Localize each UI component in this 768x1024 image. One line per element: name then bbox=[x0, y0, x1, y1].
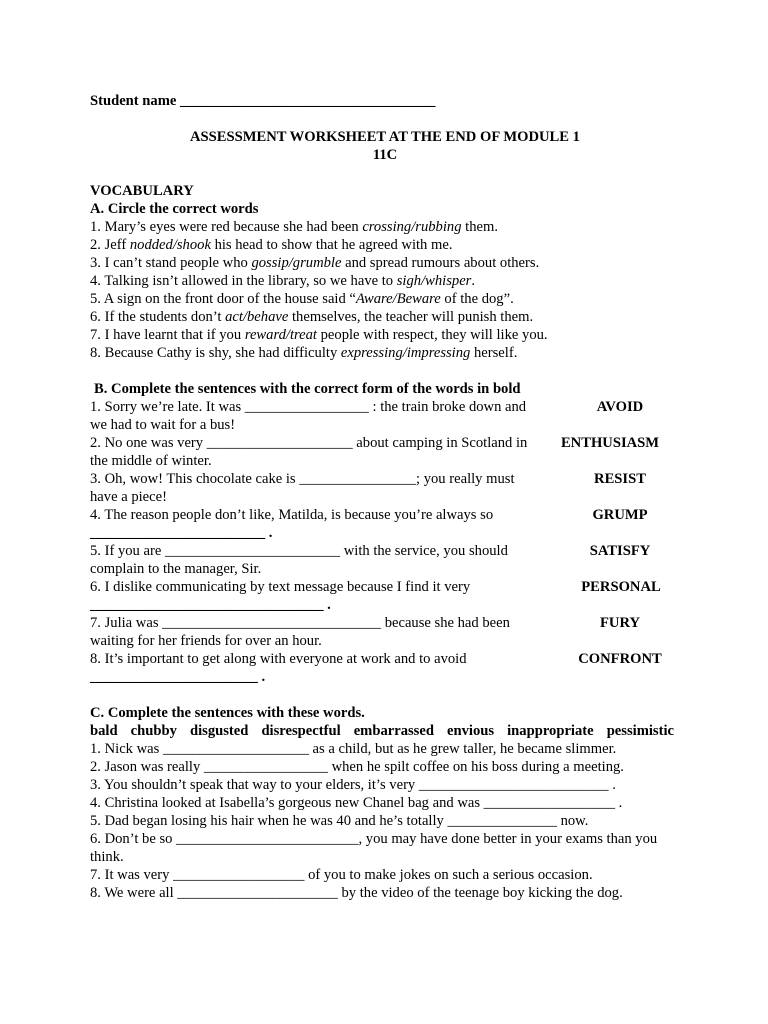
answer-blank: ________________________ . bbox=[90, 525, 273, 541]
question-line: 8. It’s important to get along with everyone at work and to avoid bbox=[90, 651, 467, 667]
section-b-item bbox=[90, 542, 680, 578]
section-c-item: 8. We were all ______________________ by the video of the teenage boy kicking the dog. bbox=[90, 885, 623, 901]
word-bank-item: envious bbox=[447, 723, 495, 739]
section-b-item bbox=[90, 434, 680, 470]
question-line: 6. I dislike communicating by text message because I find it very bbox=[90, 579, 471, 595]
section-c-item: 1. Nick was ____________________ as a child, but as he grew taller, he became slimmer. bbox=[90, 741, 617, 757]
word-bank-item: disgusted bbox=[189, 723, 249, 739]
word-bank-item: disrespectful bbox=[261, 723, 341, 739]
bold-word: GRUMP bbox=[592, 507, 648, 523]
section-a-item bbox=[90, 290, 680, 308]
word-choice: expressing/impressing bbox=[340, 345, 471, 361]
bold-word: SATISFY bbox=[589, 543, 651, 559]
question-line: 1. Sorry we’re late. It was _________________ : the train broke down and bbox=[90, 399, 527, 415]
section-c-item: 4. Christina looked at Isabella’s gorgeous new Chanel bag and was __________________ . bbox=[90, 795, 623, 811]
bold-word: RESIST bbox=[594, 471, 646, 487]
section-a-item bbox=[90, 254, 680, 272]
section-a-item bbox=[90, 326, 680, 344]
section-c-item: 3. You shouldn’t speak that way to your elders, it’s very __________________________ . bbox=[90, 777, 616, 793]
section-c-item: 5. Dad began losing his hair when he was 40 and he’s totally _______________ now. bbox=[90, 813, 589, 829]
section-c-item: 2. Jason was really _________________ when he spilt coffee on his boss during a meeting. bbox=[90, 759, 624, 775]
section-c-item: 6. Don’t be so _________________________, you may have done better in your exams than you bbox=[90, 831, 658, 847]
item-text: herself. bbox=[470, 345, 518, 361]
word-choice: sigh/whisper bbox=[396, 273, 472, 289]
word-choice: gossip/grumble bbox=[251, 255, 342, 271]
bold-word: PERSONAL bbox=[581, 579, 661, 595]
question-line: the middle of winter. bbox=[90, 453, 212, 469]
section-c-item: 7. It was very __________________ of you to make jokes on such a serious occasion. bbox=[90, 867, 593, 883]
section-c-heading: C. Complete the sentences with these words. bbox=[90, 705, 365, 721]
question-line: have a piece! bbox=[90, 489, 167, 505]
item-text: of the dog”. bbox=[440, 291, 514, 307]
item-text: 4. Talking isn’t allowed in the library, so we have to bbox=[90, 273, 397, 289]
item-text: 2. Jeff bbox=[90, 237, 130, 253]
section-b-item bbox=[90, 614, 680, 650]
question-line: 5. If you are ________________________ with the service, you should bbox=[90, 543, 508, 559]
word-bank-item: pessimistic bbox=[606, 723, 674, 739]
item-text: 5. A sign on the front door of the house said “ bbox=[90, 291, 356, 307]
section-a-item bbox=[90, 272, 680, 290]
item-text: 1. Mary’s eyes were red because she had been bbox=[90, 219, 363, 235]
word-choice: nodded/shook bbox=[129, 237, 211, 253]
question-line: 4. The reason people don’t like, Matilda, is because you’re always so bbox=[90, 507, 494, 523]
section-b-item bbox=[90, 506, 680, 542]
section-c-item: think. bbox=[90, 849, 124, 865]
question-line: waiting for her friends for over an hour. bbox=[90, 633, 322, 649]
question-line: 2. No one was very ____________________ about camping in Scotland in bbox=[90, 435, 528, 451]
word-choice: crossing/rubbing bbox=[362, 219, 462, 235]
question-line: 3. Oh, wow! This chocolate cake is ________________; you really must bbox=[90, 471, 515, 487]
question-line: complain to the manager, Sir. bbox=[90, 561, 262, 577]
question-line: 7. Julia was ______________________________ because she had been bbox=[90, 615, 510, 631]
question-line: we had to wait for a bus! bbox=[90, 417, 236, 433]
section-b-list bbox=[90, 398, 680, 686]
word-choice: act/behave bbox=[225, 309, 289, 325]
answer-blank: ________________________________ . bbox=[90, 597, 331, 613]
item-text: 8. Because Cathy is shy, she had difficulty bbox=[90, 345, 341, 361]
word-choice: reward/treat bbox=[244, 327, 317, 343]
bold-word: FURY bbox=[599, 615, 641, 631]
section-b-item bbox=[90, 650, 680, 686]
answer-blank: _______________________ . bbox=[90, 669, 266, 685]
bold-word: AVOID bbox=[596, 399, 644, 415]
student-name-line bbox=[90, 92, 680, 110]
section-a-list bbox=[90, 218, 680, 362]
student-name-blank: ___________________________________ bbox=[180, 93, 436, 109]
section-a-heading: A. Circle the correct words bbox=[90, 201, 259, 217]
bold-word: ENTHUSIASM bbox=[560, 435, 660, 451]
section-a-item bbox=[90, 218, 680, 236]
item-text: them. bbox=[461, 219, 498, 235]
item-text: themselves, the teacher will punish them. bbox=[288, 309, 534, 325]
item-text: and spread rumours about others. bbox=[341, 255, 540, 271]
section-b-item bbox=[90, 398, 680, 434]
word-bank-item: chubby bbox=[130, 723, 177, 739]
item-text: . bbox=[471, 273, 476, 289]
item-text: 6. If the students don’t bbox=[90, 309, 226, 325]
section-a-item bbox=[90, 236, 680, 254]
item-text: 3. I can’t stand people who bbox=[90, 255, 252, 271]
word-bank bbox=[90, 722, 674, 740]
item-text: his head to show that he agreed with me. bbox=[210, 237, 453, 253]
section-b-heading: B. Complete the sentences with the correct form of the words in bold bbox=[94, 381, 521, 397]
item-text: 7. I have learnt that if you bbox=[90, 327, 245, 343]
section-a-item bbox=[90, 308, 680, 326]
word-bank-item: bald bbox=[90, 723, 118, 739]
student-name-label: Student name bbox=[90, 93, 177, 109]
section-b-item bbox=[90, 470, 680, 506]
section-a-item bbox=[90, 344, 680, 362]
page-title: ASSESSMENT WORKSHEET AT THE END OF MODULE 1 bbox=[190, 129, 580, 145]
item-text: people with respect, they will like you. bbox=[316, 327, 548, 343]
section-b-item bbox=[90, 578, 680, 614]
worksheet bbox=[90, 92, 680, 902]
word-choice: Aware/Beware bbox=[355, 291, 441, 307]
bold-word: CONFRONT bbox=[578, 651, 662, 667]
vocabulary-heading: VOCABULARY bbox=[90, 183, 194, 199]
word-bank-item: embarrassed bbox=[353, 723, 434, 739]
page-subtitle: 11C bbox=[372, 147, 398, 163]
word-bank-item: inappropriate bbox=[507, 723, 594, 739]
section-c-list bbox=[90, 740, 680, 902]
